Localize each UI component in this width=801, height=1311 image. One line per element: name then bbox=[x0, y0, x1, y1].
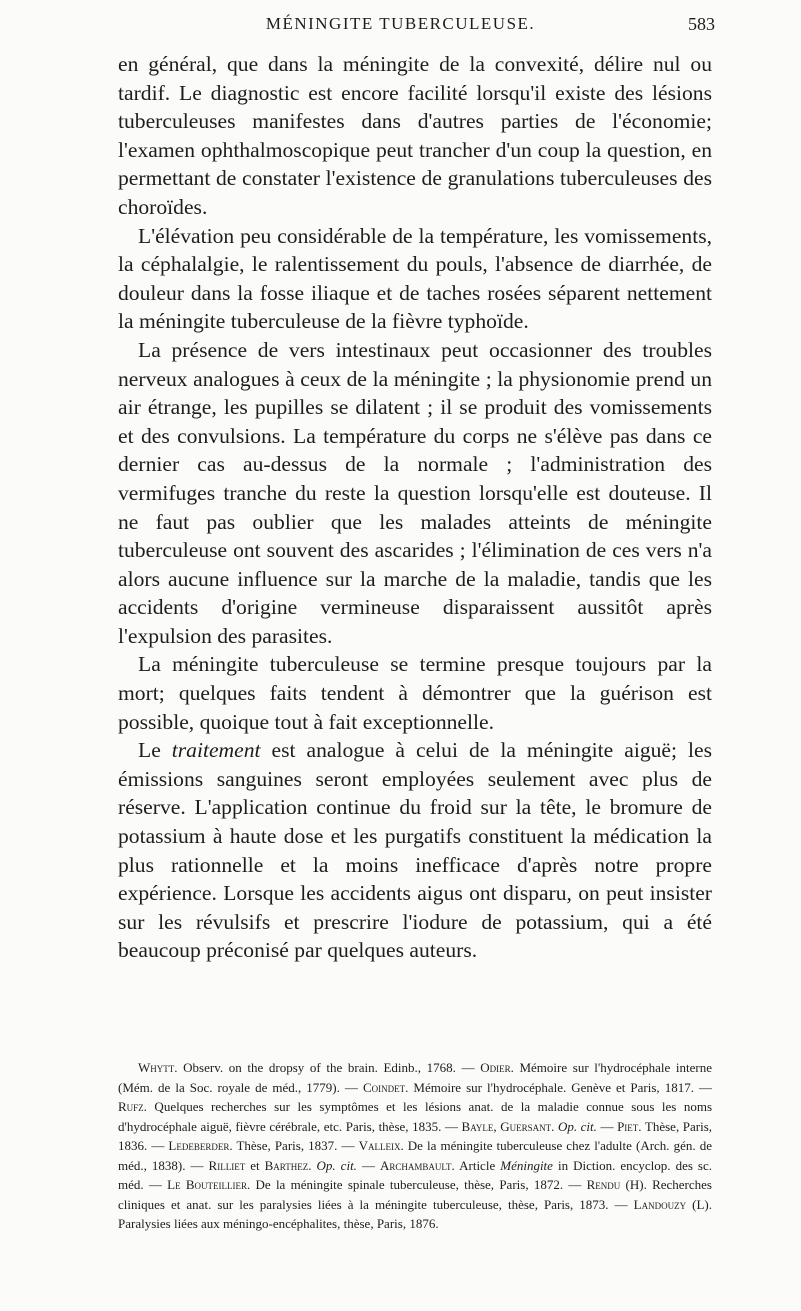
reference-text: Observ. on the dropsy of the brain. Edinb., 1768. — bbox=[177, 1060, 481, 1075]
reference-author: Coindet. bbox=[362, 1079, 409, 1095]
treatment-rest: est analogue à celui de la méningite aiguë; les émissions sanguines seront employées seulement avec plus de réserve. L'application continue du froid sur la tête, le bromure de potassium à haute dose et les purgatifs constituent la médication la plus rationnelle et la moins inefficace d'après notre propre expérience. Lorsque les accidents aigus ont disparu, on peut insister sur les révulsifs et prescrire l'iodure de potassium, qui a été beaucoup préconisé par quelques auteurs. bbox=[118, 738, 712, 963]
reference-author: Ledeberder. bbox=[168, 1138, 233, 1153]
paragraph-typhoid-distinction: L'élévation peu considérable de la température, les vomissements, la céphalalgie, le ralentissement du pouls, l'absence de diarrhée, de douleur dans la fosse iliaque et de taches rosées séparent nettement la méningite tuberculeuse de la fièvre typhoïde. bbox=[118, 223, 712, 334]
reference-text: De la méningite spinale tuberculeuse, thèse, Paris, 1872. — bbox=[250, 1177, 587, 1192]
reference-author: Barthez. bbox=[264, 1157, 312, 1173]
reference-text: Mémoire sur l'hydrocéphale. Genève et Paris, 1817. — bbox=[408, 1079, 712, 1095]
reference-text: Thèse, Paris, 1836. — bbox=[118, 1118, 713, 1153]
reference-author: Archambault. bbox=[379, 1157, 455, 1173]
reference-author: Odier. bbox=[480, 1060, 514, 1075]
reference-text: et bbox=[245, 1157, 265, 1173]
reference-author: Landouzy bbox=[633, 1196, 687, 1212]
reference-author: Bayle, Guersant. bbox=[461, 1118, 555, 1134]
reference-author: Whytt. bbox=[138, 1060, 178, 1075]
paragraph-intestinal-worms: La présence de vers intestinaux peut occasionner des troubles nerveux analogues à ceux de la méningite ; la physionomie prend un air étrange, les pupilles se dilatent ; il se produit des vomissements et des convulsions. La température du corps ne s'élève pas dans ce dernier cas au-dessus de la normale ; l'administration des vermifuges tranche du reste la question lorsqu'elle est douteuse. Il ne faut pas oublier que les malades atteints de méningite tuberculeuse ont souvent des ascarides ; l'élimination de ces vers n'a alors aucune influence sur la marche de la maladie, tandis que les accidents d'origine vermineuse disparaissent aussitôt après l'expulsion des parasites. bbox=[118, 337, 712, 648]
page-number: 583 bbox=[688, 14, 715, 34]
reference-text: (H). Recherches cliniques et anat. sur les paralysies liées à la méningite tuberculeuse, thèse, Paris, 1873. — bbox=[118, 1177, 712, 1212]
reference-author: Rilliet bbox=[208, 1157, 246, 1173]
treatment-lead: Le bbox=[138, 738, 172, 763]
reference-text: Quelques recherches sur les symptômes et les lésions anat. de la maladie connue sous les noms d'hydrocéphale aiguë, fièvre cérébrale, etc. Paris, thèse, 1835. — bbox=[118, 1099, 712, 1134]
reference-author: Piet. bbox=[617, 1118, 642, 1134]
reference-work: Op. cit. bbox=[557, 1118, 597, 1134]
reference-text: De la méningite tuberculeuse chez l'adulte (Arch. gén. de méd., 1838). — bbox=[118, 1138, 713, 1173]
reference-author: Rendu bbox=[586, 1177, 621, 1192]
reference-text: — bbox=[356, 1157, 380, 1173]
reference-work: Op. cit. bbox=[311, 1157, 357, 1173]
reference-author: Le Bouteillier. bbox=[167, 1177, 251, 1192]
reference-author: Valleix. bbox=[358, 1138, 404, 1153]
running-title: MÉNINGITE TUBERCULEUSE. bbox=[265, 14, 536, 33]
main-text bbox=[118, 50, 712, 965]
bibliography bbox=[118, 1058, 712, 1234]
page-header bbox=[0, 8, 801, 42]
reference-work: Méningite bbox=[500, 1157, 553, 1173]
paragraph-prognosis: La méningite tuberculeuse se termine presque toujours par la mort; quelques faits tendent à démontrer que la guérison est possible, quoique tout à fait exceptionnelle. bbox=[118, 652, 712, 734]
reference-text: in Diction. encyclop. des sc. méd. — bbox=[118, 1157, 712, 1192]
reference-text: Thèse, Paris, 1837. — bbox=[232, 1138, 359, 1153]
reference-text: Article bbox=[454, 1157, 501, 1173]
paragraph-treatment bbox=[118, 736, 712, 965]
treatment-emphasis: traitement bbox=[171, 738, 261, 763]
reference-text: — bbox=[596, 1118, 618, 1134]
reference-text: (L). Paralysies liées aux méningo-encéphalites, thèse, Paris, 1876. bbox=[118, 1196, 712, 1231]
reference-author: Rufz. bbox=[118, 1099, 147, 1114]
paragraph-diagnosis-continued: en général, que dans la méningite de la convexité, délire nul ou tardif. Le diagnostic est encore facilité lorsqu'il existe des lésions tuberculeuses manifestes dans d'autres parties de l'économie; l'examen ophthalmoscopique peut trancher d'un coup la question, en permettant de constater l'existence de granulations tuberculeuses des choroïdes. bbox=[118, 52, 712, 219]
reference-text: Mémoire sur l'hydrocéphale interne (Mém. de la Soc. royale de méd., 1779). — bbox=[118, 1060, 712, 1095]
